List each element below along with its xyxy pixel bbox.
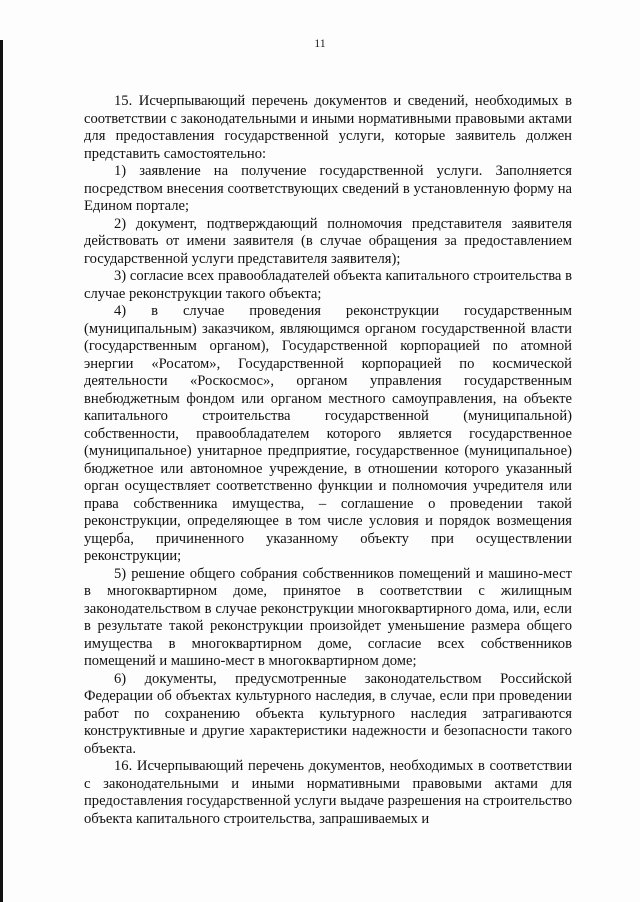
paragraph-item-1: 1) заявление на получение государственной услуги. Заполняется посредством внесения соответствующих сведений в установленную форму на Едином портале; (84, 163, 572, 214)
paragraph-item-4: 4) в случае проведения реконструкции государственным (муниципальным) заказчиком, являющимся органом государственной власти (государственным органом), Государственной корпорацией по атомной энергии «Росатом», Государственной корпорацией по космической деятельности «Роскосмос», органом управления государственным внебюджетным фондом или органом местного самоуправления, на объекте капитального строительства государственной (муниципальной) собственности, правообладателем которого является государственное (муниципальное) унитарное предприятие, государственное (муниципальное) бюджетное или автономное учреждение, в отношении которого указанный орган осуществляет соответственно функции и полномочия учредителя или права собственника имущества, – соглашение о проведении такой реконструкции, определяющее в том числе условия и порядок возмещения ущерба, причиненного указанному объекту при осуществлении реконструкции; (84, 303, 572, 564)
paragraph-item-2: 2) документ, подтверждающий полномочия представителя заявителя действовать от имени заявителя (в случае обращения за предоставлением государственной услуги представителя заявителя); (84, 215, 572, 267)
paragraph-item-5: 5) решение общего собрания собственников помещений и машино-мест в многоквартирном доме, принятое в соответствии с жилищным законодательством в случае реконструкции многоквартирного дома, или, если в результате такой реконструкции произойдет уменьшение размера общего имущества в многоквартирном доме, согласие всех собственников помещений и машино-мест в многоквартирном доме; (84, 565, 572, 669)
scan-edge-line (0, 40, 3, 902)
document-body (84, 93, 572, 828)
paragraph-15: 15. Исчерпывающий перечень документов и сведений, необходимых в соответствии с законодательными и иными нормативными правовыми актами для предоставления государственной услуги, которые заявитель должен представить самостоятельно: (84, 93, 572, 162)
paragraph-16: 16. Исчерпывающий перечень документов, необходимых в соответствии с законодательными и иными нормативными правовыми актами для предоставления государственной услуги выдаче разрешения на строительство объекта капитального строительства, запрашиваемых и (84, 758, 572, 827)
paragraph-item-6: 6) документы, предусмотренные законодательством Российской Федерации об объектах культурного наследия, в случае, если при проведении работ по сохранению объекта культурного наследия затрагиваются конструктивные и другие характеристики надежности и безопасности такого объекта. (84, 670, 572, 757)
page-number: 11 (314, 36, 326, 50)
paragraph-item-3: 3) согласие всех правообладателей объекта капитального строительства в случае реконструкции такого объекта; (84, 268, 572, 302)
